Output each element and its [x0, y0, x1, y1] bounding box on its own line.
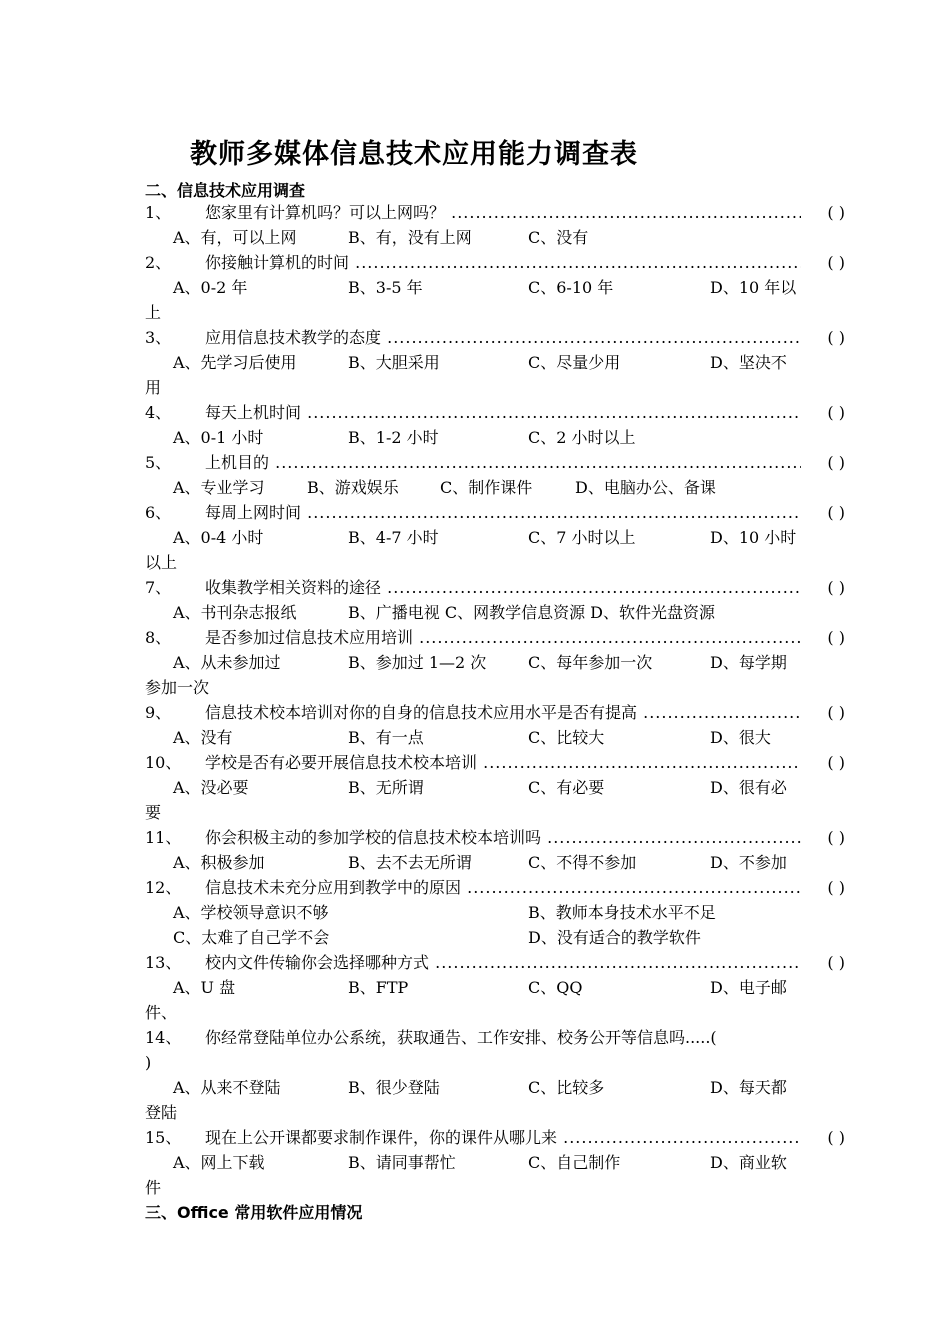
question-number: 13、	[145, 953, 182, 972]
option-c: C、不得不参加	[528, 853, 637, 872]
answer-bracket[interactable]: ( )	[827, 703, 845, 722]
answer-bracket[interactable]: ( )	[827, 828, 845, 847]
answer-bracket[interactable]: ( )	[827, 328, 845, 347]
question-number: 5、	[145, 453, 172, 472]
option-c: C、尽量少用	[528, 353, 621, 372]
question-12-options-row1	[145, 900, 845, 925]
option-c: C、QQ	[528, 978, 583, 997]
option-c: C、7 小时以上	[528, 528, 636, 547]
option-c: C、2 小时以上	[528, 428, 636, 447]
option-d: D、每学期	[710, 653, 787, 672]
option-b: B、参加过 1—2 次	[348, 653, 487, 672]
question-6-wrap: 以上	[145, 553, 178, 572]
option-d: D、坚决不	[710, 353, 787, 372]
option-c: C、比较多	[528, 1078, 605, 1097]
option-b: B、教师本身技术水平不足	[528, 903, 716, 922]
question-14	[145, 1025, 845, 1050]
section-heading-3: 三、Office 常用软件应用情况	[145, 1203, 363, 1222]
question-text: 你接触计算机的时间 .....	[205, 250, 801, 275]
question-12	[145, 875, 845, 900]
option-c: C、太难了自己学不会	[173, 928, 330, 947]
question-number: 9、	[145, 703, 172, 722]
question-number: 12、	[145, 878, 182, 897]
option-b: B、广播电视 C、网教学信息资源 D、软件光盘资源	[348, 603, 716, 622]
option-b: B、3-5 年	[348, 278, 423, 297]
question-14-options	[145, 1075, 845, 1100]
question-3-options	[145, 350, 845, 375]
answer-bracket[interactable]: ( )	[827, 628, 845, 647]
question-8-wrap: 参加一次	[145, 678, 210, 697]
question-14-wrap: 登陆	[145, 1103, 178, 1122]
option-a: A、没有	[173, 728, 233, 747]
option-a: A、U 盘	[173, 978, 236, 997]
option-a: A、没必要	[173, 778, 249, 797]
option-d: D、不参加	[710, 853, 787, 872]
question-text: 上机目的 .....	[205, 450, 801, 475]
answer-bracket[interactable]: ( )	[827, 1128, 845, 1147]
option-a: A、先学习后使用	[173, 353, 297, 372]
question-6-options	[145, 525, 845, 550]
option-b: B、请同事帮忙	[348, 1153, 456, 1172]
question-3-wrap: 用	[145, 378, 162, 397]
option-d: D、没有适合的教学软件	[528, 928, 701, 947]
question-text: 是否参加过信息技术应用培训 .....	[205, 625, 801, 650]
answer-bracket-close[interactable]: )	[145, 1053, 152, 1072]
option-d: D、电子邮	[710, 978, 787, 997]
option-a: A、0-1 小时	[173, 428, 264, 447]
question-5	[145, 450, 845, 475]
question-1	[145, 200, 845, 225]
question-11	[145, 825, 845, 850]
option-b: B、游戏娱乐	[307, 478, 399, 497]
question-number: 6、	[145, 503, 172, 522]
option-d: D、很有必	[710, 778, 787, 797]
option-b: B、有一点	[348, 728, 424, 747]
option-a: A、0-2 年	[173, 278, 248, 297]
question-text: 信息技术校本培训对你的自身的信息技术应用水平是否有提高 .....	[205, 700, 801, 725]
option-c: C、6-10 年	[528, 278, 614, 297]
question-2	[145, 250, 845, 275]
option-a: A、从来不登陆	[173, 1078, 281, 1097]
question-3	[145, 325, 845, 350]
option-d: D、很大	[710, 728, 771, 747]
option-c: C、制作课件	[440, 478, 533, 497]
option-b: B、1-2 小时	[348, 428, 439, 447]
question-text: 每周上网时间 .....	[205, 500, 801, 525]
option-b: B、去不去无所谓	[348, 853, 472, 872]
question-7	[145, 575, 845, 600]
question-number: 2、	[145, 253, 172, 272]
option-d: D、10 年以	[710, 278, 797, 297]
section-heading-2: 二、信息技术应用调查	[145, 181, 306, 200]
option-b: B、FTP	[348, 978, 409, 997]
answer-bracket[interactable]: ( )	[827, 953, 845, 972]
answer-bracket[interactable]: ( )	[827, 578, 845, 597]
question-15-options	[145, 1150, 845, 1175]
question-text: 信息技术未充分应用到教学中的原因 .....	[205, 875, 801, 900]
question-text: 现在上公开课都要求制作课件，你的课件从哪儿来 .....	[205, 1125, 801, 1150]
option-d: D、10 小时	[710, 528, 797, 547]
question-text: 学校是否有必要开展信息技术校本培训 .....	[205, 750, 801, 775]
question-number: 3、	[145, 328, 172, 347]
question-12-options-row2	[145, 925, 845, 950]
question-number: 7、	[145, 578, 172, 597]
option-a: A、积极参加	[173, 853, 265, 872]
option-b: B、大胆采用	[348, 353, 440, 372]
question-13-wrap: 件、	[145, 1003, 178, 1022]
option-c: C、没有	[528, 228, 589, 247]
answer-bracket[interactable]: ( )	[827, 503, 845, 522]
option-c: C、每年参加一次	[528, 653, 653, 672]
document-title: 教师多媒体信息技术应用能力调查表	[190, 139, 638, 170]
option-c: C、有必要	[528, 778, 605, 797]
option-d: D、每天都	[710, 1078, 787, 1097]
question-text: 你会积极主动的参加学校的信息技术校本培训吗 .....	[205, 825, 801, 850]
question-2-options	[145, 275, 845, 300]
question-13-options	[145, 975, 845, 1000]
answer-bracket[interactable]: ( )	[827, 403, 845, 422]
question-text: 应用信息技术教学的态度 .....	[205, 325, 801, 350]
question-4	[145, 400, 845, 425]
question-6	[145, 500, 845, 525]
question-1-options	[145, 225, 845, 250]
option-d: D、电脑办公、备课	[575, 478, 716, 497]
question-15	[145, 1125, 845, 1150]
question-9-options	[145, 725, 845, 750]
question-number: 15、	[145, 1128, 182, 1147]
question-number: 4、	[145, 403, 172, 422]
question-7-options	[145, 600, 845, 625]
question-10	[145, 750, 845, 775]
question-10-wrap: 要	[145, 803, 162, 822]
option-b: B、有，没有上网	[348, 228, 472, 247]
question-number: 10、	[145, 753, 182, 772]
question-10-options	[145, 775, 845, 800]
option-a: A、书刊杂志报纸	[173, 603, 297, 622]
question-8-options	[145, 650, 845, 675]
option-d: D、商业软	[710, 1153, 787, 1172]
option-b: B、无所谓	[348, 778, 424, 797]
question-5-options	[145, 475, 845, 500]
option-a: A、学校领导意识不够	[173, 903, 329, 922]
option-c: C、比较大	[528, 728, 605, 747]
question-13	[145, 950, 845, 975]
question-2-wrap: 上	[145, 303, 162, 322]
answer-bracket[interactable]: ( )	[827, 253, 845, 272]
question-9	[145, 700, 845, 725]
question-text: 你经常登陆单位办公系统，获取通告、工作安排、校务公开等信息吗.....(	[205, 1028, 717, 1047]
option-a: A、从未参加过	[173, 653, 281, 672]
question-number: 8、	[145, 628, 172, 647]
question-8	[145, 625, 845, 650]
option-a: A、网上下载	[173, 1153, 265, 1172]
question-number: 1、	[145, 203, 172, 222]
question-text: 校内文件传输你会选择哪种方式 .....	[205, 950, 801, 975]
answer-bracket[interactable]: ( )	[827, 753, 845, 772]
question-number: 14、	[145, 1028, 182, 1047]
option-a: A、有，可以上网	[173, 228, 297, 247]
option-c: C、自己制作	[528, 1153, 621, 1172]
answer-bracket[interactable]: ( )	[827, 878, 845, 897]
question-11-options	[145, 850, 845, 875]
question-number: 11、	[145, 828, 182, 847]
question-15-wrap: 件	[145, 1178, 162, 1197]
option-a: A、0-4 小时	[173, 528, 264, 547]
question-text: 收集教学相关资料的途径 .....	[205, 575, 801, 600]
option-b: B、4-7 小时	[348, 528, 439, 547]
question-text: 您家里有计算机吗？可以上网吗？ .....	[205, 200, 801, 225]
answer-bracket[interactable]: ( )	[827, 453, 845, 472]
answer-bracket[interactable]: ( )	[827, 203, 845, 222]
question-text: 每天上机时间 .....	[205, 400, 801, 425]
option-a: A、专业学习	[173, 478, 265, 497]
question-4-options	[145, 425, 845, 450]
option-b: B、很少登陆	[348, 1078, 440, 1097]
